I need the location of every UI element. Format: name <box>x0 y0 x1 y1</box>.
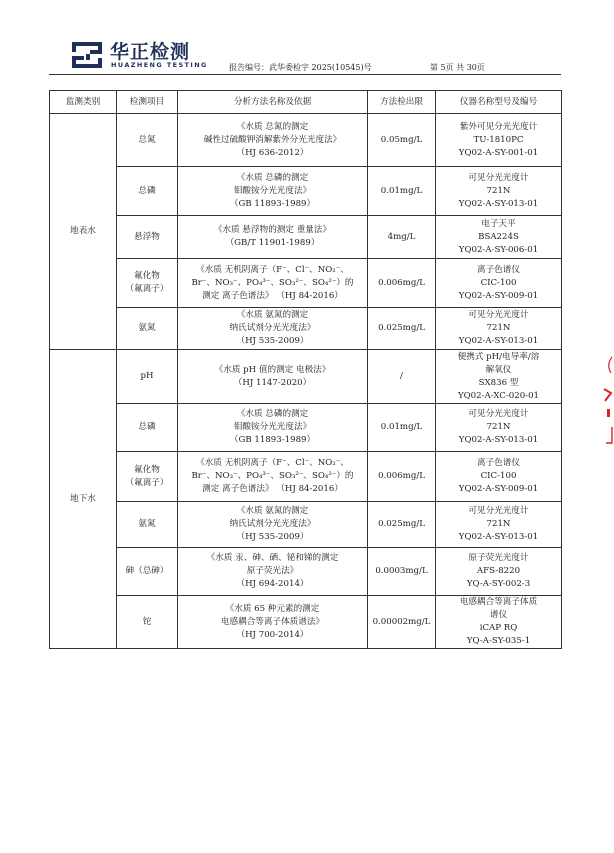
instrument-cell-line: 谱仪 <box>489 610 508 620</box>
method-cell-line: 《水质 氨氮的测定 <box>236 310 309 320</box>
item-cell: 氨氮 <box>117 308 178 350</box>
instrument-cell-line: 离子色谱仪 <box>477 264 520 275</box>
item-cell: 总氮 <box>117 114 178 167</box>
table-row <box>50 548 562 596</box>
instrument-cell-line: YQ02-A-SY-013-01 <box>458 532 539 542</box>
instrument-cell <box>436 404 562 452</box>
instrument-cell-line: 离子色谱仪 <box>477 458 520 468</box>
method-cell <box>178 167 368 216</box>
limit-cell: / <box>368 350 436 404</box>
method-cell-line: 《水质 氨氮的测定 <box>236 506 309 516</box>
item-cell: 铊 <box>117 596 178 649</box>
table-row <box>50 308 562 350</box>
item-cell: 总磷 <box>117 404 178 452</box>
instrument-cell-line: YQ-A-SY-002-3 <box>466 579 531 589</box>
method-table <box>49 90 562 649</box>
method-cell-line: 《水质 pH 值的测定 电极法》 <box>214 364 331 375</box>
method-cell-line: （HJ 1147-2020） <box>233 377 312 388</box>
item-cell-line: （氟离子） <box>125 477 169 488</box>
instrument-cell <box>436 502 562 548</box>
item-cell <box>117 452 178 502</box>
limit-cell: 4mg/L <box>368 216 436 259</box>
method-cell-line: 《水质 无机阴离子（F⁻、Cl⁻、NO₂⁻、 <box>196 458 349 468</box>
method-cell <box>178 216 368 259</box>
instrument-cell-line: 紫外可见分光光度计 <box>459 121 538 132</box>
col-header-limit: 方法检出限 <box>368 91 436 114</box>
table-header-row <box>50 91 562 114</box>
method-cell <box>178 452 368 502</box>
item-cell <box>117 259 178 308</box>
instrument-cell-line: 721N <box>486 519 511 529</box>
instrument-cell <box>436 548 562 596</box>
page-indicator: 第 5页 共 30页 <box>430 63 485 72</box>
instrument-cell <box>436 452 562 502</box>
method-cell-line: （HJ 535-2009） <box>236 336 309 346</box>
item-cell-line: 氟化物 <box>134 464 160 475</box>
method-cell-line: （GB 11893-1989） <box>229 435 316 445</box>
method-cell-line: 测定 离子色谱法》 （HJ 84-2016） <box>202 484 343 494</box>
method-cell-line: 《水质 总氮的测定 <box>236 121 309 132</box>
limit-cell: 0.05mg/L <box>368 114 436 167</box>
instrument-cell-line: TU-1810PC <box>473 134 524 145</box>
instrument-cell-line: 电感耦合等离子体质 <box>459 597 538 607</box>
limit-cell: 0.01mg/L <box>368 167 436 216</box>
company-name-cn: 华正检测 <box>110 41 191 63</box>
method-cell-line: 电感耦合等离子体质谱法》 <box>220 616 325 627</box>
instrument-cell-line: 可见分光光度计 <box>468 506 529 516</box>
method-cell <box>178 308 368 350</box>
header-divider <box>49 74 561 75</box>
method-cell-line: 《水质 悬浮物的测定 重量法》 <box>213 225 332 235</box>
report-header <box>70 38 580 78</box>
method-cell-line: 钼酸铵分光光度法》 <box>233 185 312 196</box>
item-cell-line: （氟离子） <box>125 284 169 294</box>
report-number: 报告编号：武华委检字 2025(10545)号 <box>229 63 372 72</box>
table-row <box>50 404 562 452</box>
table-row <box>50 502 562 548</box>
table-row <box>50 216 562 259</box>
instrument-cell <box>436 167 562 216</box>
instrument-cell-line: 解氧仪 <box>485 364 512 375</box>
instrument-cell-line: CIC-100 <box>480 471 517 481</box>
category-cell: 地下水 <box>50 350 117 649</box>
table-row <box>50 259 562 308</box>
col-header-instrument: 仪器名称型号及编号 <box>436 91 562 114</box>
method-cell-line: Br⁻、NO₃⁻、PO₄³⁻、SO₃²⁻、SO₄²⁻）的 <box>191 471 354 481</box>
instrument-cell-line: 721N <box>486 323 511 333</box>
instrument-cell-line: 721N <box>486 422 511 432</box>
method-cell-line: （GB/T 11901-1989） <box>225 238 320 248</box>
method-cell-line: 《水质 汞、砷、硒、铋和锑的测定 <box>206 553 339 563</box>
instrument-cell <box>436 216 562 259</box>
method-cell <box>178 502 368 548</box>
method-cell-line: （HJ 636-2012） <box>236 147 309 158</box>
instrument-cell-line: YQ02-A-SY-006-01 <box>458 244 539 255</box>
limit-cell: 0.025mg/L <box>368 308 436 350</box>
method-cell-line: 测定 离子色谱法》 （HJ 84-2016） <box>202 290 343 301</box>
method-cell-line: 纳氏试剂分光光度法》 <box>229 519 316 529</box>
table-row <box>50 596 562 649</box>
instrument-cell-line: YQ02-A-XC-020-01 <box>457 390 540 401</box>
instrument-cell-line: CIC-100 <box>480 277 517 288</box>
instrument-cell-line: BSA224S <box>478 231 519 242</box>
item-cell-line: 氟化物 <box>134 271 160 281</box>
col-header-method: 分析方法名称及依据 <box>178 91 368 114</box>
instrument-cell-line: 可见分光光度计 <box>468 172 529 183</box>
instrument-cell <box>436 114 562 167</box>
limit-cell: 0.025mg/L <box>368 502 436 548</box>
instrument-cell-line: iCAP RQ <box>479 623 518 633</box>
instrument-cell-line: 便携式 pH/电导率/溶 <box>457 351 540 362</box>
instrument-cell <box>436 596 562 649</box>
instrument-cell-line: YQ02-A-SY-009-01 <box>458 484 539 494</box>
instrument-cell-line: YQ-A-SY-035-1 <box>466 636 531 646</box>
instrument-cell-line: AFS-8220 <box>476 566 521 576</box>
instrument-cell-line: YQ02-A-SY-013-01 <box>458 336 539 346</box>
method-cell-line: 纳氏试剂分光光度法》 <box>229 323 316 333</box>
col-header-item: 检测项目 <box>117 91 178 114</box>
method-cell-line: 碱性过硫酸钾消解紫外分光光度法》 <box>203 134 342 145</box>
instrument-cell <box>436 308 562 350</box>
instrument-cell-line: 原子荧光光度计 <box>468 553 529 563</box>
limit-cell: 0.01mg/L <box>368 404 436 452</box>
instrument-cell <box>436 350 562 404</box>
limit-cell: 0.006mg/L <box>368 259 436 308</box>
category-cell: 地表水 <box>50 114 117 350</box>
limit-cell: 0.006mg/L <box>368 452 436 502</box>
instrument-cell-line: 721N <box>486 185 511 196</box>
instrument-cell-line: YQ02-A-SY-013-01 <box>458 435 539 445</box>
instrument-cell-line: 可见分光光度计 <box>468 409 529 419</box>
col-header-category: 监测类别 <box>50 91 117 114</box>
method-cell-line: Br⁻、NO₃⁻、PO₄³⁻、SO₃²⁻、SO₄²⁻）的 <box>191 277 354 288</box>
method-cell-line: 《水质 总磷的测定 <box>236 172 309 183</box>
method-cell-line: （HJ 700-2014） <box>236 629 309 640</box>
method-cell-line: 《水质 无机阴离子（F⁻、Cl⁻、NO₂⁻、 <box>196 264 349 275</box>
method-cell-line: 钼酸铵分光光度法》 <box>233 422 312 432</box>
method-cell-line: （HJ 535-2009） <box>236 532 309 542</box>
item-cell: 总磷 <box>117 167 178 216</box>
method-cell <box>178 548 368 596</box>
limit-cell: 0.0003mg/L <box>368 548 436 596</box>
instrument-cell-line: YQ02-A-SY-013-01 <box>458 198 539 209</box>
item-cell: 悬浮物 <box>117 216 178 259</box>
method-cell <box>178 259 368 308</box>
red-seal-fragment <box>601 355 614 445</box>
method-cell-line: 《水质 65 种元素的测定 <box>225 603 320 614</box>
table-row <box>50 114 562 167</box>
company-name-en: HUAZHENG TESTING <box>111 61 208 69</box>
instrument-cell-line: 电子天平 <box>481 218 516 229</box>
instrument-cell-line: SX836 型 <box>478 377 519 388</box>
item-cell: 砷（总砷） <box>117 548 178 596</box>
table-row <box>50 167 562 216</box>
item-cell: 氨氮 <box>117 502 178 548</box>
limit-cell: 0.00002mg/L <box>368 596 436 649</box>
method-cell <box>178 114 368 167</box>
method-cell-line: （GB 11893-1989） <box>229 198 316 209</box>
method-cell-line: 原子荧光法》 <box>246 566 299 576</box>
company-logo-icon <box>70 40 104 70</box>
method-cell <box>178 350 368 404</box>
instrument-cell-line: YQ02-A-SY-009-01 <box>458 290 539 301</box>
method-cell-line: （HJ 694-2014） <box>236 579 309 589</box>
method-cell-line: 《水质 总磷的测定 <box>236 409 309 419</box>
table-row <box>50 350 562 404</box>
method-cell <box>178 596 368 649</box>
method-cell <box>178 404 368 452</box>
instrument-cell <box>436 259 562 308</box>
item-cell: pH <box>117 350 178 404</box>
table-row <box>50 452 562 502</box>
instrument-cell-line: YQ02-A-SY-001-01 <box>458 147 539 158</box>
instrument-cell-line: 可见分光光度计 <box>468 310 529 320</box>
